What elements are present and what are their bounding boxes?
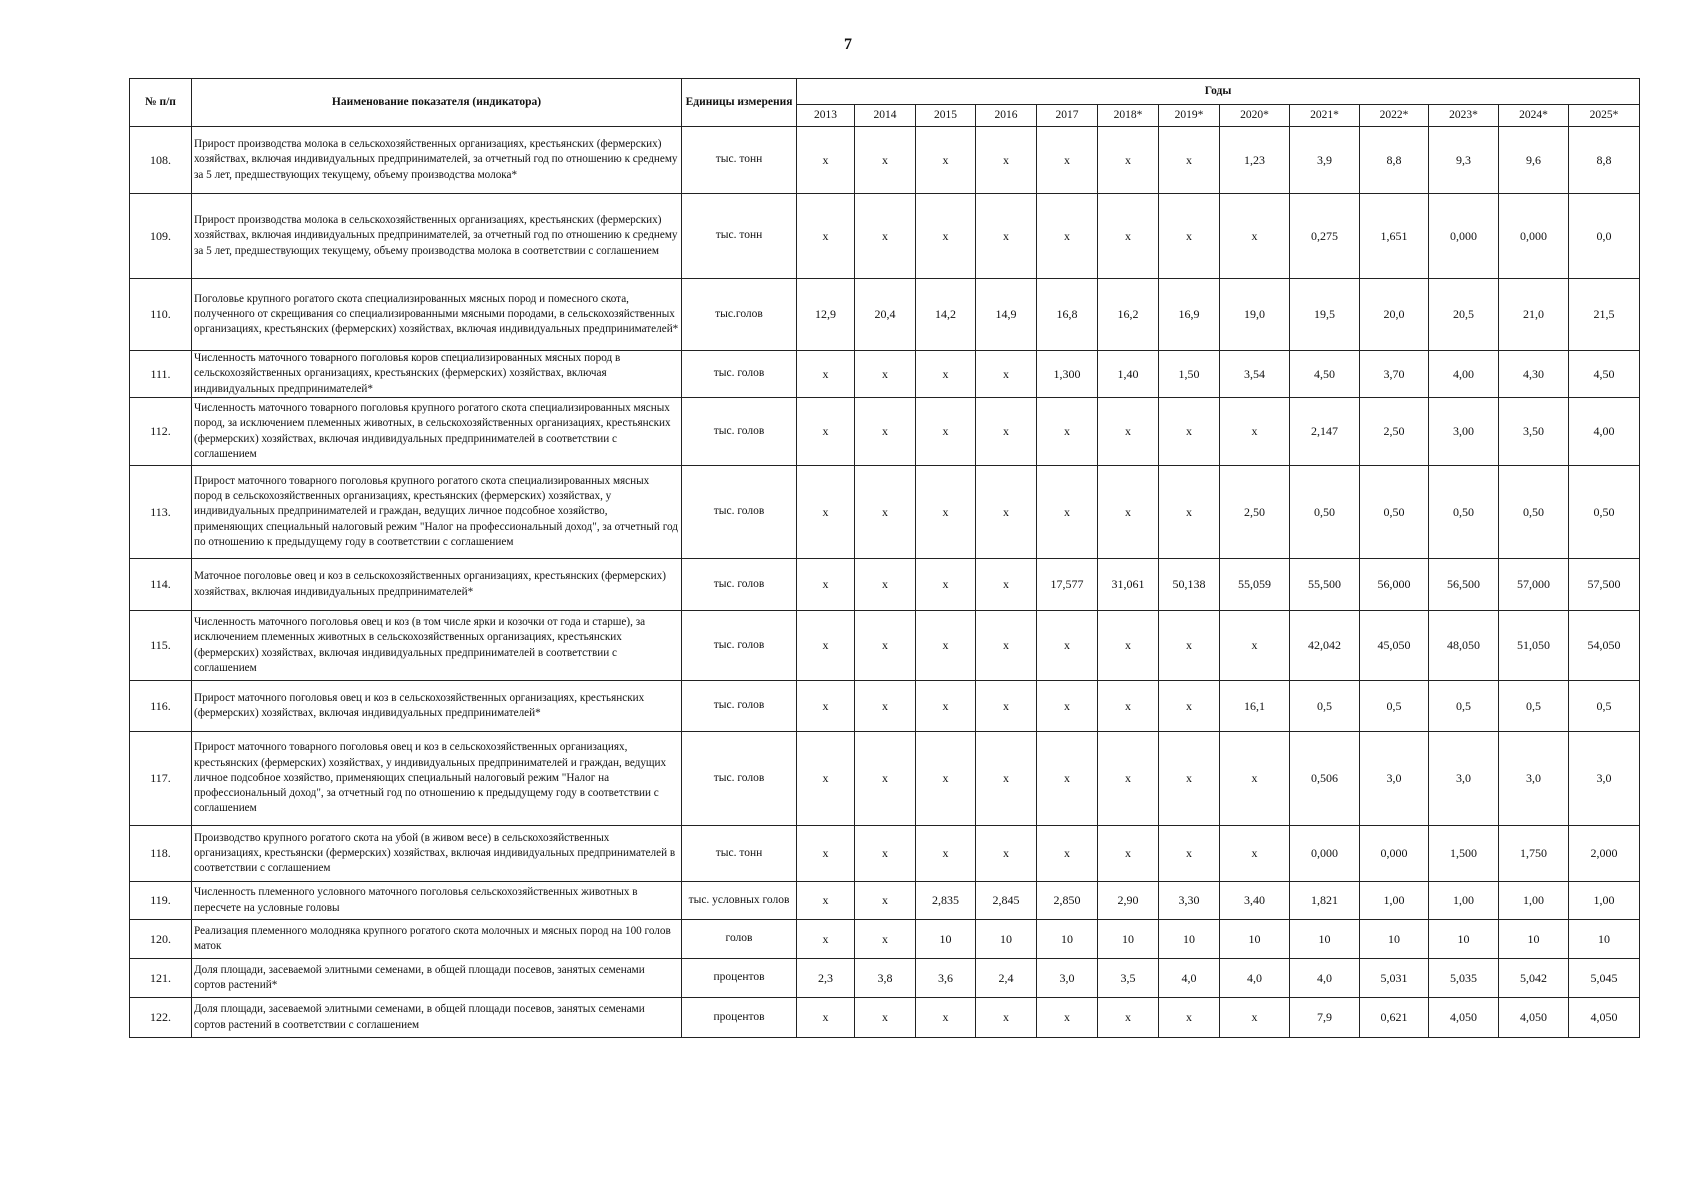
value-cell: 1,50	[1159, 351, 1220, 398]
value-cell: 57,000	[1499, 559, 1569, 611]
indicator-name: Численность маточного товарного поголовья крупного рогатого скота специализированных мясных пород, за исключением племенных животных, в сельскохозяйственных организациях, крестьянских (фермерских) хозяйствах, включая индивидуальных предпринимателей в соответствии с соглашением	[192, 398, 682, 466]
value-cell: 10	[1360, 920, 1429, 959]
value-cell: 1,750	[1499, 826, 1569, 882]
row-number: 112.	[130, 398, 192, 466]
indicator-name: Прирост производства молока в сельскохозяйственных организациях, крестьянских (фермерских) хозяйствах, включая индивидуальных предпринимателей, за отчетный год по отношению к среднему за 5 лет, предшествующих текущему, объему производства молока*	[192, 127, 682, 194]
value-cell: х	[1037, 398, 1098, 466]
indicator-name: Реализация племенного молодняка крупного рогатого скота молочных и мясных пород на 100 голов маток	[192, 920, 682, 959]
value-cell: 0,50	[1360, 466, 1429, 559]
value-cell: 1,651	[1360, 194, 1429, 279]
value-cell: х	[1220, 194, 1290, 279]
unit-cell: тыс. условных голов	[682, 882, 797, 920]
value-cell: 0,621	[1360, 998, 1429, 1038]
value-cell: х	[976, 127, 1037, 194]
value-cell: х	[916, 351, 976, 398]
unit-cell: тыс. голов	[682, 611, 797, 681]
value-cell: 0,50	[1290, 466, 1360, 559]
value-cell: 0,000	[1499, 194, 1569, 279]
value-cell: х	[1159, 127, 1220, 194]
value-cell: 19,5	[1290, 279, 1360, 351]
value-cell: 10	[976, 920, 1037, 959]
value-cell: 1,821	[1290, 882, 1360, 920]
value-cell: 2,850	[1037, 882, 1098, 920]
value-cell: 21,5	[1569, 279, 1640, 351]
header-year: 2016	[976, 105, 1037, 127]
value-cell: х	[976, 351, 1037, 398]
value-cell: 55,059	[1220, 559, 1290, 611]
value-cell: 0,000	[1429, 194, 1499, 279]
value-cell: 10	[1499, 920, 1569, 959]
value-cell: 3,50	[1499, 398, 1569, 466]
value-cell: 8,8	[1360, 127, 1429, 194]
value-cell: х	[797, 559, 855, 611]
value-cell: х	[1098, 826, 1159, 882]
value-cell: х	[1098, 998, 1159, 1038]
value-cell: 2,3	[797, 959, 855, 998]
unit-cell: тыс. голов	[682, 351, 797, 398]
table-row	[130, 920, 1640, 959]
value-cell: 57,500	[1569, 559, 1640, 611]
value-cell: 0,5	[1569, 681, 1640, 732]
value-cell: 1,00	[1360, 882, 1429, 920]
indicator-name: Прирост производства молока в сельскохозяйственных организациях, крестьянских (фермерских) хозяйствах, включая индивидуальных предпринимателей, за отчетный год по отношению к среднему за 5 лет, предшествующих текущему, объему производства молока в соответствии с соглашением	[192, 194, 682, 279]
header-year: 2021*	[1290, 105, 1360, 127]
table-row	[130, 194, 1640, 279]
value-cell: х	[916, 611, 976, 681]
value-cell: 0,5	[1499, 681, 1569, 732]
value-cell: х	[797, 681, 855, 732]
value-cell: 2,50	[1360, 398, 1429, 466]
value-cell: 0,0	[1569, 194, 1640, 279]
value-cell: х	[1220, 398, 1290, 466]
value-cell: х	[797, 194, 855, 279]
row-number: 111.	[130, 351, 192, 398]
value-cell: х	[976, 398, 1037, 466]
value-cell: 14,9	[976, 279, 1037, 351]
row-number: 122.	[130, 998, 192, 1038]
value-cell: 3,00	[1429, 398, 1499, 466]
value-cell: х	[1037, 732, 1098, 826]
row-number: 117.	[130, 732, 192, 826]
value-cell: х	[855, 611, 916, 681]
table-row	[130, 559, 1640, 611]
header-year: 2019*	[1159, 105, 1220, 127]
value-cell: 5,031	[1360, 959, 1429, 998]
header-year: 2018*	[1098, 105, 1159, 127]
table-row	[130, 959, 1640, 998]
header-year: 2024*	[1499, 105, 1569, 127]
header-year: 2022*	[1360, 105, 1429, 127]
value-cell: х	[976, 559, 1037, 611]
value-cell: х	[1037, 611, 1098, 681]
value-cell: х	[916, 127, 976, 194]
indicators-table	[129, 78, 1640, 1038]
header-year: 2020*	[1220, 105, 1290, 127]
value-cell: 3,5	[1098, 959, 1159, 998]
row-number: 121.	[130, 959, 192, 998]
value-cell: 19,0	[1220, 279, 1290, 351]
value-cell: 20,0	[1360, 279, 1429, 351]
value-cell: х	[797, 732, 855, 826]
value-cell: х	[1159, 398, 1220, 466]
row-number: 115.	[130, 611, 192, 681]
unit-cell: тыс. тонн	[682, 826, 797, 882]
value-cell: х	[976, 732, 1037, 826]
table-row	[130, 279, 1640, 351]
value-cell: 5,042	[1499, 959, 1569, 998]
table-row	[130, 466, 1640, 559]
unit-cell: тыс. тонн	[682, 127, 797, 194]
value-cell: 54,050	[1569, 611, 1640, 681]
value-cell: х	[1098, 398, 1159, 466]
value-cell: х	[916, 998, 976, 1038]
unit-cell: голов	[682, 920, 797, 959]
value-cell: х	[855, 466, 916, 559]
value-cell: 48,050	[1429, 611, 1499, 681]
value-cell: х	[1220, 611, 1290, 681]
value-cell: х	[1159, 681, 1220, 732]
row-number: 119.	[130, 882, 192, 920]
value-cell: 10	[1569, 920, 1640, 959]
value-cell: 16,1	[1220, 681, 1290, 732]
value-cell: 3,40	[1220, 882, 1290, 920]
value-cell: х	[797, 398, 855, 466]
value-cell: х	[797, 998, 855, 1038]
indicator-name: Прирост маточного поголовья овец и коз в сельскохозяйственных организациях, крестьянских (фермерских) хозяйствах, включая индивидуальных предпринимателей*	[192, 681, 682, 732]
value-cell: х	[1037, 998, 1098, 1038]
value-cell: 1,500	[1429, 826, 1499, 882]
table-row	[130, 826, 1640, 882]
value-cell: 0,506	[1290, 732, 1360, 826]
value-cell: х	[797, 882, 855, 920]
value-cell: 2,845	[976, 882, 1037, 920]
value-cell: 5,045	[1569, 959, 1640, 998]
value-cell: 0,5	[1290, 681, 1360, 732]
value-cell: х	[1098, 732, 1159, 826]
value-cell: х	[797, 611, 855, 681]
value-cell: 9,6	[1499, 127, 1569, 194]
value-cell: х	[797, 351, 855, 398]
value-cell: х	[1220, 732, 1290, 826]
value-cell: 0,275	[1290, 194, 1360, 279]
value-cell: х	[976, 681, 1037, 732]
value-cell: 2,000	[1569, 826, 1640, 882]
value-cell: 3,30	[1159, 882, 1220, 920]
value-cell: х	[855, 882, 916, 920]
value-cell: х	[1037, 466, 1098, 559]
value-cell: х	[976, 998, 1037, 1038]
value-cell: х	[1037, 681, 1098, 732]
value-cell: х	[855, 732, 916, 826]
value-cell: 1,00	[1429, 882, 1499, 920]
value-cell: х	[1159, 732, 1220, 826]
value-cell: 17,577	[1037, 559, 1098, 611]
table-row	[130, 398, 1640, 466]
row-number: 110.	[130, 279, 192, 351]
value-cell: 4,30	[1499, 351, 1569, 398]
table-row	[130, 732, 1640, 826]
value-cell: 3,9	[1290, 127, 1360, 194]
value-cell: х	[1098, 611, 1159, 681]
header-units: Единицы измерения	[682, 79, 797, 127]
value-cell: 51,050	[1499, 611, 1569, 681]
row-number: 109.	[130, 194, 192, 279]
indicator-name: Доля площади, засеваемой элитными семенами, в общей площади посевов, занятых семенами сортов растений в соответствии с соглашением	[192, 998, 682, 1038]
header-year: 2014	[855, 105, 916, 127]
value-cell: х	[976, 826, 1037, 882]
value-cell: 4,050	[1499, 998, 1569, 1038]
value-cell: 0,50	[1429, 466, 1499, 559]
value-cell: х	[916, 194, 976, 279]
value-cell: 4,0	[1220, 959, 1290, 998]
value-cell: 4,00	[1429, 351, 1499, 398]
unit-cell: процентов	[682, 959, 797, 998]
value-cell: 2,4	[976, 959, 1037, 998]
value-cell: х	[916, 732, 976, 826]
value-cell: 14,2	[916, 279, 976, 351]
row-number: 113.	[130, 466, 192, 559]
value-cell: х	[855, 351, 916, 398]
value-cell: х	[855, 681, 916, 732]
value-cell: 12,9	[797, 279, 855, 351]
value-cell: 16,9	[1159, 279, 1220, 351]
value-cell: 10	[1429, 920, 1499, 959]
value-cell: 20,4	[855, 279, 916, 351]
value-cell: х	[1159, 194, 1220, 279]
value-cell: 4,50	[1290, 351, 1360, 398]
value-cell: 10	[1220, 920, 1290, 959]
value-cell: х	[855, 127, 916, 194]
header-name: Наименование показателя (индикатора)	[192, 79, 682, 127]
row-number: 120.	[130, 920, 192, 959]
value-cell: 50,138	[1159, 559, 1220, 611]
value-cell: 0,50	[1569, 466, 1640, 559]
value-cell: 4,0	[1159, 959, 1220, 998]
value-cell: х	[976, 611, 1037, 681]
value-cell: 1,00	[1499, 882, 1569, 920]
table-row	[130, 882, 1640, 920]
indicator-name: Доля площади, засеваемой элитными семенами, в общей площади посевов, занятых семенами сортов растений*	[192, 959, 682, 998]
value-cell: 8,8	[1569, 127, 1640, 194]
value-cell: 10	[1290, 920, 1360, 959]
value-cell: 10	[1159, 920, 1220, 959]
value-cell: х	[855, 920, 916, 959]
value-cell: 5,035	[1429, 959, 1499, 998]
value-cell: х	[797, 826, 855, 882]
indicator-name: Поголовье крупного рогатого скота специализированных мясных пород и помесного скота, полученного от скрещивания со специализированными мясными породами, в сельскохозяйственных организациях, крестьянских (фермерских) хозяйствах, включая индивидуальных предпринимателей*	[192, 279, 682, 351]
value-cell: х	[976, 194, 1037, 279]
value-cell: х	[1037, 826, 1098, 882]
value-cell: х	[855, 194, 916, 279]
value-cell: 4,050	[1429, 998, 1499, 1038]
table-body	[130, 127, 1640, 1038]
value-cell: 1,300	[1037, 351, 1098, 398]
value-cell: х	[1037, 194, 1098, 279]
value-cell: 3,0	[1037, 959, 1098, 998]
value-cell: х	[1159, 826, 1220, 882]
header-num: № п/п	[130, 79, 192, 127]
value-cell: х	[855, 998, 916, 1038]
unit-cell: тыс.голов	[682, 279, 797, 351]
value-cell: 16,2	[1098, 279, 1159, 351]
value-cell: 4,050	[1569, 998, 1640, 1038]
value-cell: х	[1098, 466, 1159, 559]
value-cell: х	[916, 826, 976, 882]
value-cell: 2,147	[1290, 398, 1360, 466]
value-cell: х	[1098, 681, 1159, 732]
table-header	[130, 79, 1640, 127]
value-cell: 3,54	[1220, 351, 1290, 398]
value-cell: х	[797, 466, 855, 559]
unit-cell: тыс. голов	[682, 466, 797, 559]
value-cell: 3,0	[1429, 732, 1499, 826]
value-cell: 2,50	[1220, 466, 1290, 559]
value-cell: 1,00	[1569, 882, 1640, 920]
indicator-name: Прирост маточного товарного поголовья овец и коз в сельскохозяйственных организациях, крестьянских (фермерских) хозяйствах, у индивидуальных предпринимателей и граждан, ведущих личное подсобное хозяйство, применяющих специальный налоговый режим "Налог на профессиональный доход", за отчетный год по отношению к предыдущему году в соответствии с соглашением	[192, 732, 682, 826]
value-cell: х	[797, 920, 855, 959]
value-cell: 2,90	[1098, 882, 1159, 920]
value-cell: х	[855, 398, 916, 466]
value-cell: х	[1159, 998, 1220, 1038]
value-cell: 4,00	[1569, 398, 1640, 466]
unit-cell: тыс. тонн	[682, 194, 797, 279]
value-cell: 10	[1037, 920, 1098, 959]
value-cell: х	[855, 559, 916, 611]
value-cell: 7,9	[1290, 998, 1360, 1038]
value-cell: х	[1037, 127, 1098, 194]
table-row	[130, 351, 1640, 398]
value-cell: х	[1098, 194, 1159, 279]
value-cell: 10	[916, 920, 976, 959]
value-cell: 1,40	[1098, 351, 1159, 398]
row-number: 118.	[130, 826, 192, 882]
row-number: 116.	[130, 681, 192, 732]
value-cell: х	[797, 127, 855, 194]
value-cell: х	[916, 559, 976, 611]
unit-cell: процентов	[682, 998, 797, 1038]
value-cell: х	[855, 826, 916, 882]
value-cell: 21,0	[1499, 279, 1569, 351]
table-row	[130, 998, 1640, 1038]
header-year: 2023*	[1429, 105, 1499, 127]
value-cell: х	[1220, 826, 1290, 882]
header-year: 2015	[916, 105, 976, 127]
value-cell: 0,50	[1499, 466, 1569, 559]
value-cell: 45,050	[1360, 611, 1429, 681]
value-cell: 1,23	[1220, 127, 1290, 194]
value-cell: 3,0	[1499, 732, 1569, 826]
value-cell: х	[916, 398, 976, 466]
value-cell: 9,3	[1429, 127, 1499, 194]
header-year: 2025*	[1569, 105, 1640, 127]
unit-cell: тыс. голов	[682, 732, 797, 826]
value-cell: х	[1220, 998, 1290, 1038]
indicator-name: Производство крупного рогатого скота на убой (в живом весе) в сельскохозяйственных организациях, крестьянски (фермерских) хозяйствах, включая индивидуальных предпринимателей в соответствии с соглашением	[192, 826, 682, 882]
header-years-group: Годы	[797, 79, 1640, 105]
table-row	[130, 681, 1640, 732]
value-cell: 20,5	[1429, 279, 1499, 351]
table-row	[130, 611, 1640, 681]
row-number: 114.	[130, 559, 192, 611]
value-cell: 31,061	[1098, 559, 1159, 611]
value-cell: х	[1098, 127, 1159, 194]
indicator-name: Прирост маточного товарного поголовья крупного рогатого скота специализированных мясных пород в сельскохозяйственных организациях, крестьянских (фермерских) хозяйствах, у индивидуальных предпринимателей и граждан, ведущих личное подсобное хозяйство, применяющих специальный налоговый режим "Налог на профессиональный доход", за отчетный год по отношению к предыдущему году в соответствии с соглашением	[192, 466, 682, 559]
indicator-name: Численность племенного условного маточного поголовья сельскохозяйственных животных в пересчете на условные головы	[192, 882, 682, 920]
value-cell: 0,000	[1360, 826, 1429, 882]
value-cell: х	[1159, 611, 1220, 681]
value-cell: 3,0	[1360, 732, 1429, 826]
row-number: 108.	[130, 127, 192, 194]
value-cell: 0,5	[1360, 681, 1429, 732]
value-cell: 4,50	[1569, 351, 1640, 398]
value-cell: 3,8	[855, 959, 916, 998]
value-cell: х	[1159, 466, 1220, 559]
indicator-name: Численность маточного товарного поголовья коров специализированных мясных пород в сельскохозяйственных организациях, крестьянских (фермерских) хозяйствах, включая индивидуальных предпринимателей*	[192, 351, 682, 398]
value-cell: х	[976, 466, 1037, 559]
value-cell: 0,5	[1429, 681, 1499, 732]
value-cell: 55,500	[1290, 559, 1360, 611]
page-number: 7	[844, 36, 852, 53]
value-cell: 0,000	[1290, 826, 1360, 882]
value-cell: 3,6	[916, 959, 976, 998]
value-cell: 42,042	[1290, 611, 1360, 681]
unit-cell: тыс. голов	[682, 398, 797, 466]
value-cell: 2,835	[916, 882, 976, 920]
value-cell: 3,70	[1360, 351, 1429, 398]
unit-cell: тыс. голов	[682, 559, 797, 611]
value-cell: 4,0	[1290, 959, 1360, 998]
value-cell: 56,500	[1429, 559, 1499, 611]
value-cell: 10	[1098, 920, 1159, 959]
value-cell: х	[916, 681, 976, 732]
value-cell: 16,8	[1037, 279, 1098, 351]
header-year: 2013	[797, 105, 855, 127]
indicator-name: Численность маточного поголовья овец и коз (в том числе ярки и козочки от года и старше), за исключением племенных животных в сельскохозяйственных организациях, крестьянских (фермерских) хозяйствах, включая индивидуальных предпринимателей в соответствии с соглашением	[192, 611, 682, 681]
table-row	[130, 127, 1640, 194]
value-cell: х	[916, 466, 976, 559]
indicator-name: Маточное поголовье овец и коз в сельскохозяйственных организациях, крестьянских (фермерских) хозяйствах, включая индивидуальных предпринимателей*	[192, 559, 682, 611]
unit-cell: тыс. голов	[682, 681, 797, 732]
value-cell: 56,000	[1360, 559, 1429, 611]
header-year: 2017	[1037, 105, 1098, 127]
value-cell: 3,0	[1569, 732, 1640, 826]
